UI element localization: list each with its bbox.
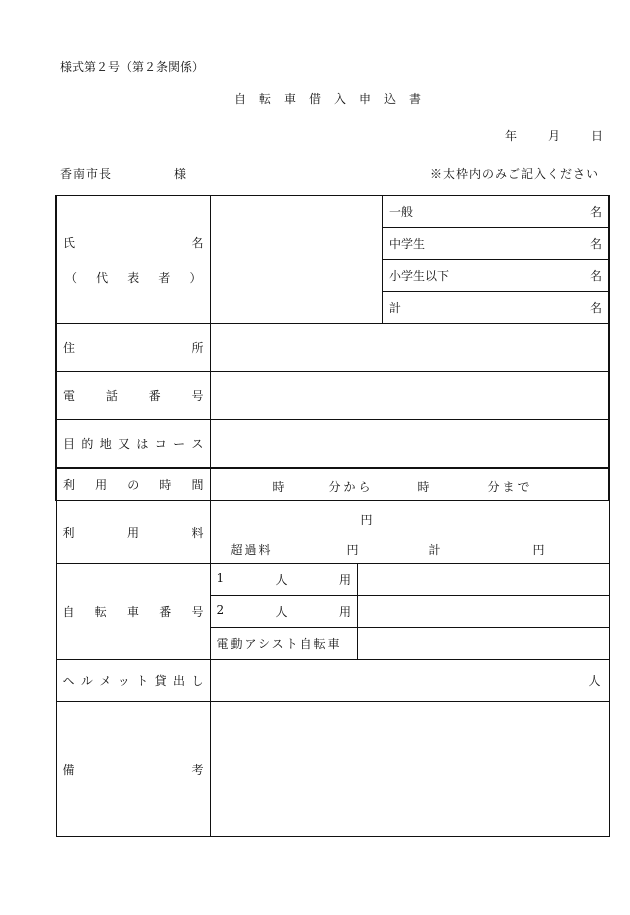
name-block	[210, 196, 609, 324]
fee-total-label: 計	[428, 543, 441, 557]
date-day: 日	[591, 129, 604, 143]
overtime-label: 超過料	[230, 543, 273, 557]
name-label-a: 氏	[63, 235, 76, 250]
helmet-input[interactable]	[210, 660, 609, 702]
form-number: 様式第２号（第２条関係）	[60, 60, 205, 74]
bike-label: 自 転 車 番 号	[56, 564, 210, 660]
name-label-b: 名	[191, 235, 204, 250]
application-form	[55, 195, 610, 837]
phone-label: 電 話 番 号	[56, 372, 210, 420]
count-junior-high[interactable]: 中学生 名	[383, 227, 609, 259]
overtime-yen: 円	[346, 543, 359, 557]
time-input[interactable]	[210, 468, 609, 501]
time-hour-to: 時	[417, 479, 430, 494]
helmet-unit: 人	[588, 674, 601, 688]
count-elementary[interactable]: 小学生以下 名	[383, 259, 609, 291]
bike-number-1[interactable]	[358, 564, 609, 595]
fee-total-yen: 円	[532, 543, 545, 557]
time-min-to: 分まで	[487, 479, 533, 494]
bike-number-assist[interactable]	[358, 628, 609, 659]
date-month: 月	[548, 129, 561, 143]
phone-input[interactable]	[210, 372, 609, 420]
fee-label: 利 用 料	[56, 501, 210, 564]
name-input[interactable]	[211, 196, 383, 323]
fee-yen: 円	[360, 513, 373, 527]
destination-input[interactable]	[210, 420, 609, 468]
fee-input[interactable]	[210, 501, 609, 564]
honorific: 様	[174, 167, 187, 181]
time-label: 利 用 の 時 間	[56, 468, 210, 501]
form-title: 自転車借入申込書	[234, 92, 435, 106]
address-label: 住 所	[56, 324, 210, 372]
bike-type-2: 2 人 用	[211, 595, 358, 627]
remarks-input[interactable]	[210, 702, 609, 837]
bike-type-1: 1 人 用	[211, 564, 358, 595]
representative-label: （ 代 表 者 ）	[65, 270, 202, 285]
helmet-label: ヘ ル メ ッ ト 貸 出 し	[56, 660, 210, 702]
remarks-label: 備 考	[56, 702, 210, 837]
date-year: 年	[505, 129, 518, 143]
bike-block	[210, 564, 609, 660]
address-input[interactable]	[210, 324, 609, 372]
name-label-cell	[56, 196, 210, 324]
bike-type-assist: 電動アシスト自転車	[211, 628, 358, 659]
addressee: 香南市長	[60, 167, 113, 181]
bike-number-2[interactable]	[358, 595, 609, 627]
time-hour-from: 時	[272, 479, 285, 494]
destination-label: 目 的 地 又 は コ ー ス	[56, 420, 210, 468]
time-min-from: 分から	[328, 479, 374, 494]
count-general[interactable]: 一般 名	[383, 196, 609, 227]
instruction-note: ※太枠内のみご記入ください	[430, 167, 600, 181]
count-total[interactable]: 計 名	[383, 292, 609, 323]
